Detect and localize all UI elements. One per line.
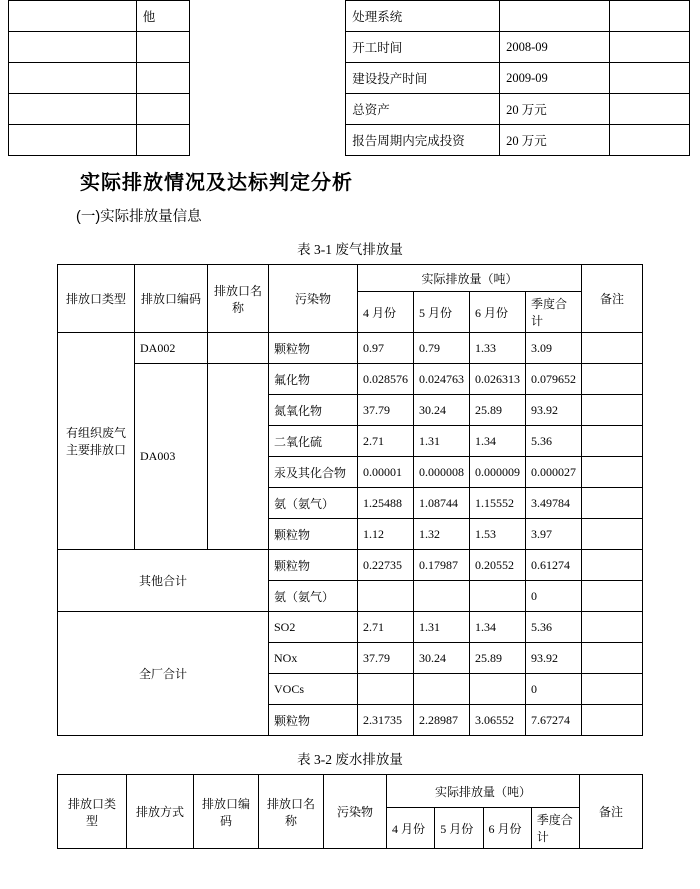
header-month-6: 6 月份 — [483, 808, 531, 849]
header-outlet-name: 排放口名称 — [208, 265, 269, 333]
top-row-extra — [610, 63, 690, 94]
table-row — [58, 364, 643, 395]
cell-quarter: 93.92 — [526, 643, 582, 674]
cell-pollutant: 汞及其化合物 — [269, 457, 358, 488]
cell-month-6: 25.89 — [470, 643, 526, 674]
cell-month-6: 1.53 — [470, 519, 526, 550]
table-row — [9, 32, 690, 63]
cell-note — [582, 674, 643, 705]
cell-month-4: 2.71 — [358, 426, 414, 457]
top-other-spacer — [136, 125, 189, 156]
top-gap-cell — [190, 32, 346, 63]
cell-month-5: 1.32 — [414, 519, 470, 550]
cell-month-6: 1.34 — [470, 426, 526, 457]
header-month-5: 5 月份 — [414, 292, 470, 333]
header-note: 备注 — [580, 775, 643, 849]
table-row — [58, 612, 643, 643]
top-row-value: 20 万元 — [500, 125, 610, 156]
top-gap-cell — [190, 125, 346, 156]
cell-note — [582, 550, 643, 581]
cell-quarter: 0 — [526, 581, 582, 612]
group-other-total: 其他合计 — [58, 550, 269, 612]
header-outlet-code: 排放口编码 — [194, 775, 259, 849]
cell-month-5: 1.31 — [414, 612, 470, 643]
cell-pollutant: 颗粒物 — [269, 550, 358, 581]
cell-month-4: 37.79 — [358, 395, 414, 426]
table-row — [9, 1, 690, 32]
top-left-blank-cell — [9, 32, 137, 63]
cell-outlet-name — [208, 333, 269, 364]
cell-quarter: 0.61274 — [526, 550, 582, 581]
header-outlet-code: 排放口编码 — [135, 265, 208, 333]
top-gap-cell — [190, 94, 346, 125]
table-row — [9, 63, 690, 94]
cell-month-4: 1.25488 — [358, 488, 414, 519]
header-month-5: 5 月份 — [435, 808, 483, 849]
header-outlet-type: 排放口类型 — [58, 775, 127, 849]
header-pollutant: 污染物 — [269, 265, 358, 333]
cell-month-5 — [414, 581, 470, 612]
cell-pollutant: NOx — [269, 643, 358, 674]
cell-pollutant: 颗粒物 — [269, 705, 358, 736]
cell-month-5: 0.17987 — [414, 550, 470, 581]
top-row-label: 开工时间 — [346, 32, 500, 63]
cell-month-6: 25.89 — [470, 395, 526, 426]
cell-quarter: 3.49784 — [526, 488, 582, 519]
header-month-6: 6 月份 — [470, 292, 526, 333]
table1-caption: 表 3-1 废气排放量 — [297, 242, 403, 257]
top-row-value: 2008-09 — [500, 32, 610, 63]
header-month-4: 4 月份 — [358, 292, 414, 333]
cell-month-6: 0.000009 — [470, 457, 526, 488]
cell-month-5: 30.24 — [414, 643, 470, 674]
cell-quarter: 5.36 — [526, 426, 582, 457]
cell-month-6 — [470, 674, 526, 705]
cell-pollutant: 氟化物 — [269, 364, 358, 395]
table-row — [58, 550, 643, 581]
cell-quarter: 93.92 — [526, 395, 582, 426]
cell-month-6: 3.06552 — [470, 705, 526, 736]
header-note: 备注 — [582, 265, 643, 333]
top-gap-cell — [190, 63, 346, 94]
cell-quarter: 3.09 — [526, 333, 582, 364]
cell-note — [582, 612, 643, 643]
cell-month-5: 30.24 — [414, 395, 470, 426]
cell-pollutant: 氮氧化物 — [269, 395, 358, 426]
cell-month-6 — [470, 581, 526, 612]
cell-month-5 — [414, 674, 470, 705]
cell-pollutant: 氨（氨气） — [269, 488, 358, 519]
table-header-row — [58, 265, 643, 292]
header-pollutant: 污染物 — [324, 775, 387, 849]
cell-note — [582, 519, 643, 550]
cell-month-6: 0.026313 — [470, 364, 526, 395]
top-row-label: 处理系统 — [346, 1, 500, 32]
cell-quarter: 0.079652 — [526, 364, 582, 395]
top-left-blank-cell — [9, 1, 137, 32]
header-actual-emission: 实际排放量（吨） — [358, 265, 582, 292]
top-other-spacer — [136, 32, 189, 63]
group-plant-total: 全厂合计 — [58, 612, 269, 736]
cell-pollutant: 二氧化硫 — [269, 426, 358, 457]
top-row-value — [500, 1, 610, 32]
cell-month-6: 0.20552 — [470, 550, 526, 581]
cell-month-5: 1.08744 — [414, 488, 470, 519]
cell-outlet-code: DA002 — [135, 333, 208, 364]
cell-month-4: 1.12 — [358, 519, 414, 550]
cell-month-5: 1.31 — [414, 426, 470, 457]
top-partial-table — [8, 0, 690, 156]
top-row-value: 20 万元 — [500, 94, 610, 125]
cell-month-6: 1.33 — [470, 333, 526, 364]
group-organized-gas-outlet: 有组织废气主要排放口 — [58, 333, 135, 550]
cell-note — [582, 643, 643, 674]
cell-quarter: 5.36 — [526, 612, 582, 643]
cell-note — [582, 581, 643, 612]
cell-quarter: 0 — [526, 674, 582, 705]
waste-water-emission-table — [57, 774, 643, 849]
cell-note — [582, 457, 643, 488]
cell-outlet-code: DA003 — [135, 364, 208, 550]
cell-note — [582, 705, 643, 736]
cell-outlet-name — [208, 364, 269, 550]
top-left-blank-cell — [9, 94, 137, 125]
cell-month-4: 0.028576 — [358, 364, 414, 395]
cell-month-5: 0.024763 — [414, 364, 470, 395]
cell-month-4: 37.79 — [358, 643, 414, 674]
cell-quarter: 3.97 — [526, 519, 582, 550]
cell-month-6: 1.34 — [470, 612, 526, 643]
cell-note — [582, 364, 643, 395]
cell-pollutant: VOCs — [269, 674, 358, 705]
top-other-spacer — [136, 63, 189, 94]
header-outlet-type: 排放口类型 — [58, 265, 135, 333]
header-discharge-way: 排放方式 — [127, 775, 194, 849]
cell-pollutant: 氨（氨气） — [269, 581, 358, 612]
cell-month-6: 1.15552 — [470, 488, 526, 519]
table-row — [9, 94, 690, 125]
cell-note — [582, 395, 643, 426]
cell-note — [582, 488, 643, 519]
table2-caption: 表 3-2 废水排放量 — [297, 752, 403, 767]
cell-quarter: 0.000027 — [526, 457, 582, 488]
top-left-blank-cell — [9, 125, 137, 156]
top-row-label: 总资产 — [346, 94, 500, 125]
top-row-label: 报告周期内完成投资 — [346, 125, 500, 156]
cell-month-4: 0.00001 — [358, 457, 414, 488]
top-row-extra — [610, 1, 690, 32]
cell-month-4 — [358, 581, 414, 612]
header-quarter-total: 季度合计 — [526, 292, 582, 333]
cell-month-4: 2.31735 — [358, 705, 414, 736]
cell-month-5: 0.000008 — [414, 457, 470, 488]
header-actual-emission: 实际排放量（吨） — [387, 775, 580, 808]
header-quarter-total: 季度合计 — [531, 808, 579, 849]
top-row-value: 2009-09 — [500, 63, 610, 94]
cell-month-5: 0.79 — [414, 333, 470, 364]
cell-month-4: 0.22735 — [358, 550, 414, 581]
header-outlet-name: 排放口名称 — [259, 775, 324, 849]
table-row — [58, 333, 643, 364]
section-heading: (一)实际排放量信息 — [76, 209, 202, 225]
cell-note — [582, 333, 643, 364]
cell-month-4 — [358, 674, 414, 705]
cell-pollutant: 颗粒物 — [269, 519, 358, 550]
table-header-row — [58, 775, 643, 808]
cell-note — [582, 426, 643, 457]
top-row-extra — [610, 94, 690, 125]
top-row-extra — [610, 125, 690, 156]
header-month-4: 4 月份 — [387, 808, 435, 849]
cell-month-4: 2.71 — [358, 612, 414, 643]
cell-pollutant: SO2 — [269, 612, 358, 643]
page-title: 实际排放情况及达标判定分析 — [80, 172, 353, 194]
top-row-extra — [610, 32, 690, 63]
waste-gas-emission-table — [57, 264, 643, 736]
cell-month-5: 2.28987 — [414, 705, 470, 736]
cell-quarter: 7.67274 — [526, 705, 582, 736]
top-gap-cell — [190, 1, 346, 32]
table-row — [9, 125, 690, 156]
top-other-spacer — [136, 94, 189, 125]
cell-pollutant: 颗粒物 — [269, 333, 358, 364]
top-row-label: 建设投产时间 — [346, 63, 500, 94]
top-left-blank-cell — [9, 63, 137, 94]
top-other-label: 他 — [136, 1, 189, 32]
cell-month-4: 0.97 — [358, 333, 414, 364]
